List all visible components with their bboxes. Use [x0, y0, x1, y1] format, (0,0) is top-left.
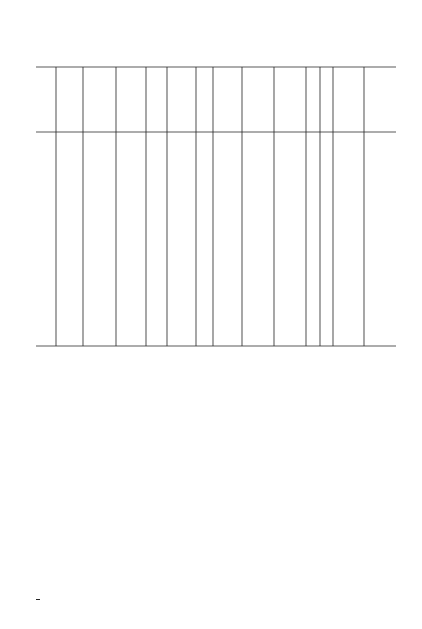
body-text [36, 416, 396, 420]
fraction-numerator [36, 599, 40, 600]
tolerance-fraction [36, 594, 40, 605]
